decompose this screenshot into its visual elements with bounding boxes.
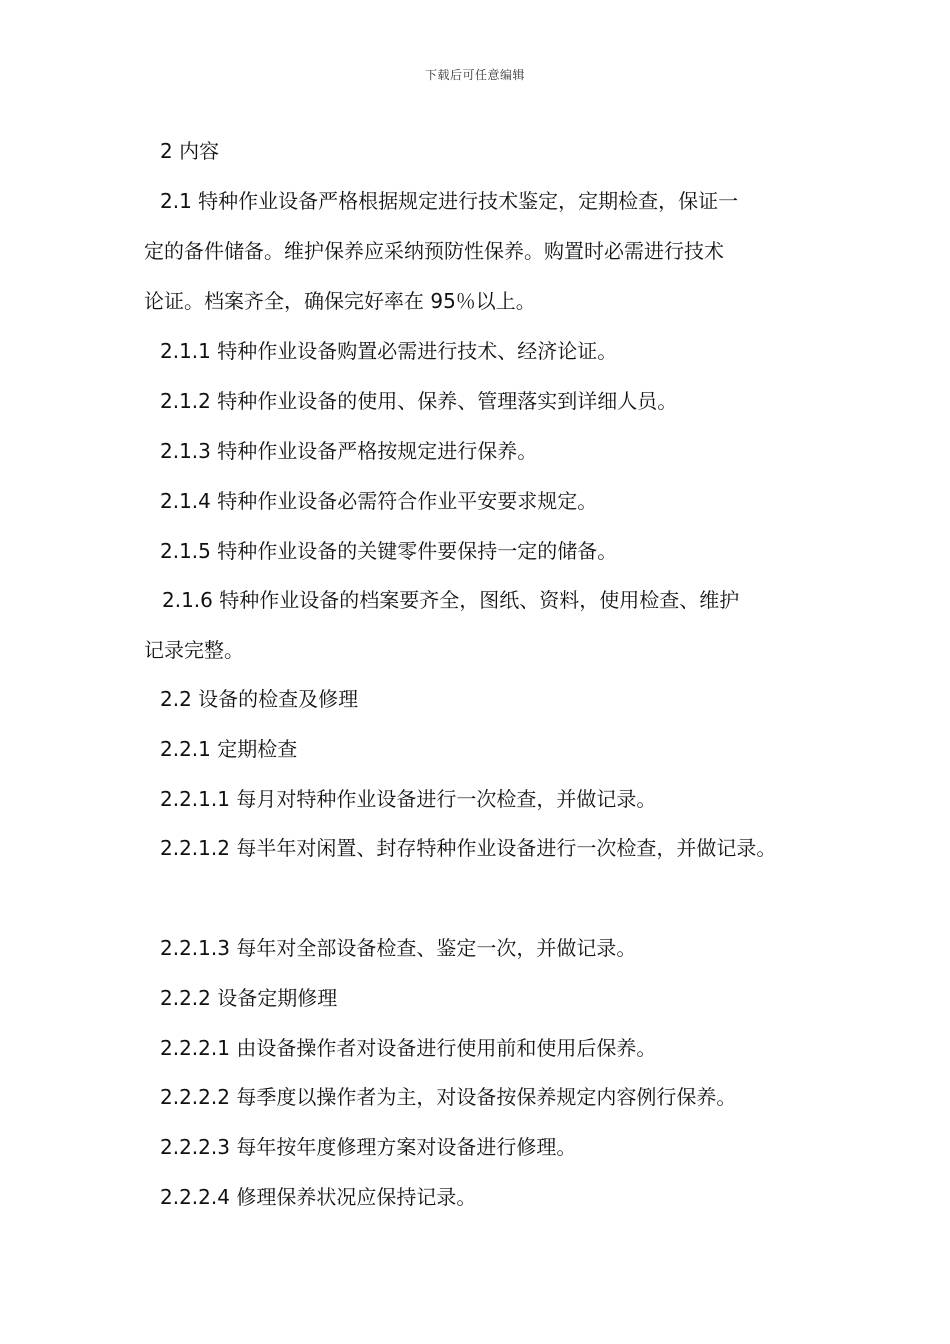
- paragraph-line: 2.2.2.4 修理保养状况应保持记录。: [160, 1185, 477, 1209]
- paragraph-line: 2.2.2.3 每年按年度修理方案对设备进行修理。: [160, 1135, 577, 1159]
- paragraph-line: 2.2.1.3 每年对全部设备检查、鉴定一次，并做记录。: [160, 936, 637, 960]
- paragraph-line: 2.1.1 特种作业设备购置必需进行技术、经济论证。: [160, 339, 618, 363]
- section-heading: 2 内容: [160, 139, 220, 163]
- paragraph-line: 2.1 特种作业设备严格根据规定进行技术鉴定，定期检查，保证一: [160, 189, 739, 213]
- subsection-heading: 2.2.1 定期检查: [160, 737, 298, 761]
- paragraph-line: 定的备件储备。维护保养应采纳预防性保养。购置时必需进行技术: [144, 239, 724, 263]
- paragraph-line: 2.1.4 特种作业设备必需符合作业平安要求规定。: [160, 489, 598, 513]
- paragraph-line: 论证。档案齐全，确保完好率在 95％以上。: [144, 289, 536, 313]
- paragraph-line: 2.2.1.2 每半年对闲置、封存特种作业设备进行一次检查，并做记录。: [160, 836, 777, 860]
- paragraph-line: 2.2.2.2 每季度以操作者为主，对设备按保养规定内容例行保养。: [160, 1085, 737, 1109]
- paragraph-line: 记录完整。: [144, 638, 244, 662]
- section-heading: 2.2 设备的检查及修理: [160, 687, 359, 711]
- paragraph-line: 2.1.2 特种作业设备的使用、保养、管理落实到详细人员。: [160, 389, 678, 413]
- paragraph-line: 2.2.1.1 每月对特种作业设备进行一次检查，并做记录。: [160, 787, 657, 811]
- subsection-heading: 2.2.2 设备定期修理: [160, 986, 338, 1010]
- paragraph-line: 2.1.3 特种作业设备严格按规定进行保养。: [160, 439, 538, 463]
- paragraph-line: 2.1.5 特种作业设备的关键零件要保持一定的储备。: [160, 539, 618, 563]
- paragraph-line: 2.1.6 特种作业设备的档案要齐全，图纸、资料，使用检查、维护: [162, 588, 740, 612]
- paragraph-line: 2.2.2.1 由设备操作者对设备进行使用前和使用后保养。: [160, 1036, 657, 1060]
- page-header: 下载后可任意编辑: [424, 68, 525, 82]
